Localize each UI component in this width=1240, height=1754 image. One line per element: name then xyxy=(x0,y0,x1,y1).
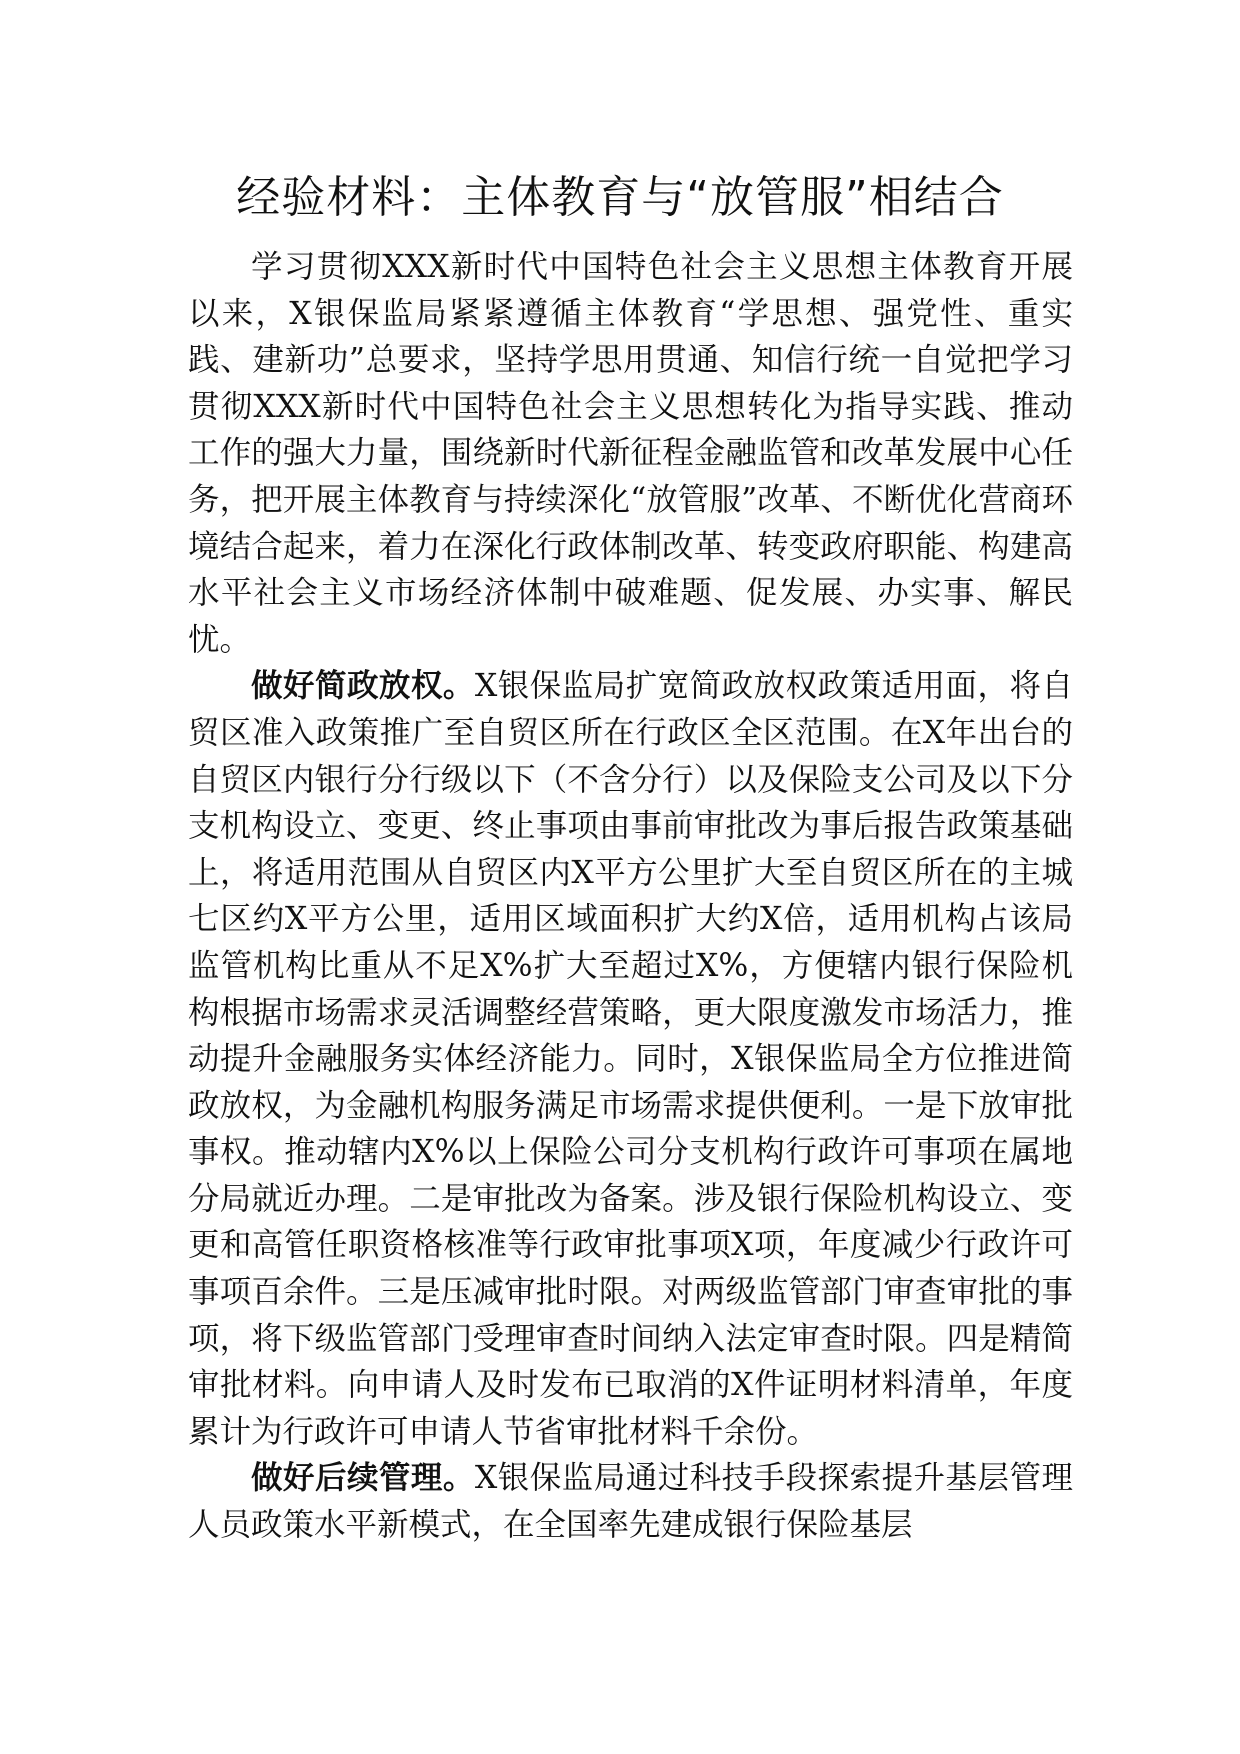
paragraph-follow-up-management xyxy=(188,1455,1073,1548)
document-body xyxy=(188,244,1073,1549)
paragraph-intro xyxy=(188,244,1073,663)
document-title: 经验材料：主体教育与“放管服”相结合 xyxy=(236,172,1004,223)
paragraph-text: X银保监局扩宽简政放权政策适用面，将自贸区准入政策推广至自贸区所在行政区全区范围。在X年出台的自贸区内银行分行级以下（不含分行）以及保险支公司及以下分支机构设立、变更、终止事项由事前审批改为事后报告政策基础上，将适用范围从自贸区内X平方公里扩大至自贸区所在的主城七区约X平方公里，适用区域面积扩大约X倍，适用机构占该局监管机构比重从不足X%扩大至超过X%，方便辖内银行保险机构根据市场需求灵活调整经营策略，更大限度激发市场活力，推动提升金融服务实体经济能力。同时，X银保监局全方位推进简政放权，为金融机构服务满足市场需求提供便利。一是下放审批事权。推动辖内X%以上保险公司分支机构行政许可事项在属地分局就近办理。二是审批改为备案。涉及银行保险机构设立、变更和高管任职资格核准等行政审批事项X项，年度减少行政许可事项百余件。三是压减审批时限。对两级监管部门审查审批的事项，将下级监管部门受理审查时间纳入法定审查时限。四是精简审批材料。向申请人及时发布已取消的X件证明材料清单，年度累计为行政许可申请人节省审批材料千余份。 xyxy=(188,668,1073,1450)
paragraph-lead: 做好简政放权。 xyxy=(251,668,475,705)
paragraph-text: 学习贯彻XXX新时代中国特色社会主义思想主体教育开展以来，X银保监局紧紧遵循主体教育“学思想、强党性、重实践、建新功”总要求，坚持学思用贯通、知信行统一自觉把学习贯彻XXX新时代中国特色社会主义思想转化为指导实践、推动工作的强大力量，围绕新时代新征程金融监管和改革发展中心任务，把开展主体教育与持续深化“放管服”改革、不断优化营商环境结合起来，着力在深化行政体制改革、转变政府职能、构建高水平社会主义市场经济体制中破难题、促发展、办实事、解民忧。 xyxy=(188,249,1073,658)
paragraph-text: X银保监局通过科技手段探索提升基层管理人员政策水平新模式，在全国率先建成银行保险基层 xyxy=(188,1460,1073,1544)
paragraph-simplify-administration xyxy=(188,663,1073,1455)
paragraph-lead: 做好后续管理。 xyxy=(251,1460,475,1497)
